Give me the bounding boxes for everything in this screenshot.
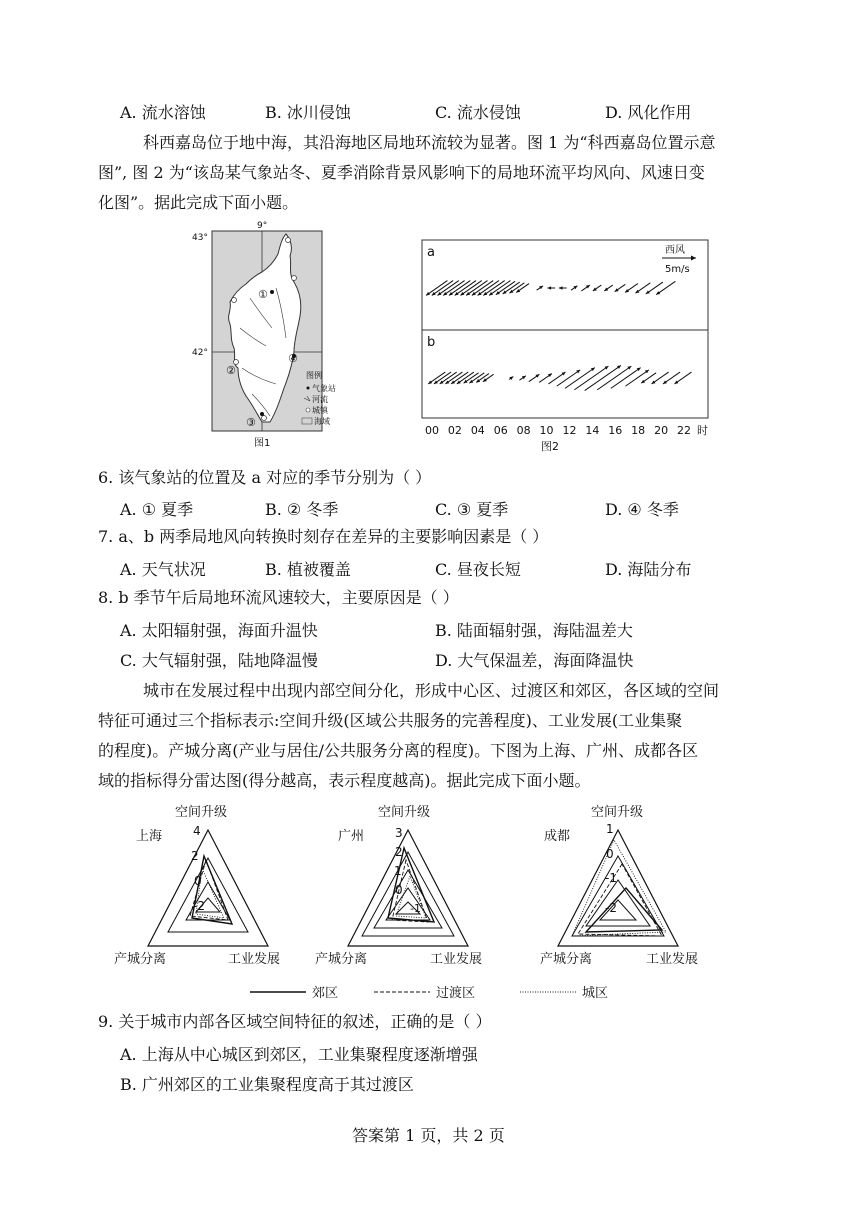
q6-option-a: A. ① 夏季 [120, 500, 194, 519]
radar-charts [110, 800, 730, 1005]
figure-1-caption: 图1 [254, 438, 271, 449]
q7-stem: 7. a、b 两季局地风向转换时刻存在差异的主要影响因素是（ ） [98, 527, 549, 546]
radar-guangzhou [315, 804, 482, 967]
x-tick-9: 18 [631, 424, 646, 437]
radar-chengdu-tick-1: 1 [606, 822, 614, 836]
legend-sea: 海域 [314, 417, 330, 426]
figure-2-caption: 图2 [541, 440, 559, 453]
passage2-line-2: 特征可通过三个指标表示:空间升级(区域公共服务的完善程度)、工业发展(工业集聚 [98, 711, 683, 730]
legend-transition: 过渡区 [436, 986, 476, 1001]
x-tick-labels [425, 423, 708, 437]
legend-title: 图例 [306, 371, 322, 380]
q7-option-a: A. 天气状况 [120, 560, 206, 579]
legend-urban: 城区 [582, 986, 609, 1001]
radar-shanghai-tick-2: 2 [191, 849, 199, 863]
point-2: ② [226, 364, 236, 377]
radar-guangzhou-tick-5: -1 [410, 902, 421, 915]
point-1: ① [258, 288, 268, 301]
panel-a-label: a [427, 245, 435, 260]
legend-suburb: 郊区 [312, 986, 339, 1001]
point-3: ③ [246, 416, 256, 429]
q9-option-a: A. 上海从中心城区到郊区，工业集聚程度逐渐增强 [120, 1045, 478, 1064]
q5-option-d: D. 风化作用 [605, 103, 692, 122]
passage1-line-2: 图”, 图 2 为“该岛某气象站冬、夏季消除背景风影响下的局地环流平均风向、风速日变 [98, 163, 705, 182]
radar-chengdu [540, 804, 698, 967]
radar-guangzhou-tick-2: 2 [395, 845, 403, 859]
q9-option-b: B. 广州郊区的工业集聚程度高于其过渡区 [120, 1075, 414, 1094]
q5-option-a: A. 流水溶蚀 [120, 103, 206, 122]
x-tick-5: 10 [539, 424, 554, 437]
passage2-line-4: 域的指标得分雷达图(得分越高，表示程度越高)。据此完成下面小题。 [98, 771, 591, 790]
panel-b-label: b [427, 335, 436, 350]
radar-chengdu-tick-4: -2 [605, 901, 617, 915]
point-4: ④ [288, 352, 298, 365]
scale-speed: 5m/s [665, 264, 690, 275]
q7-option-c: C. 昼夜长短 [435, 560, 521, 579]
q8-option-a: A. 太阳辐射强，海面升温快 [120, 621, 318, 640]
radar-guangzhou-axis-top: 空间升级 [378, 805, 431, 820]
radar-guangzhou-tick-4: 0 [395, 883, 403, 897]
q8-stem: 8. b 季节午后局地环流风速较大，主要原因是（ ） [98, 588, 459, 607]
radar-guangzhou-axis-right: 工业发展 [430, 952, 483, 967]
scale-label: 西风 [665, 245, 685, 256]
lat-label-43: 43° [192, 233, 208, 243]
x-tick-11: 22 [677, 424, 691, 437]
lat-label-42: 42° [192, 348, 208, 358]
radar-guangzhou-tick-1: 3 [395, 826, 403, 840]
q9-stem: 9. 关于城市内部各区域空间特征的叙述，正确的是（ ） [98, 1012, 492, 1031]
q7-option-d: D. 海陆分布 [605, 560, 692, 579]
radar-shanghai-tick-4: -2 [193, 899, 205, 913]
passage2-line-3: 的程度)。产城分离(产业与居住/公共服务分离的程度)。下图为上海、广州、成都各区 [98, 741, 699, 760]
radar-guangzhou-tick-3: 1 [394, 864, 402, 878]
radar-guangzhou-axis-left: 产城分离 [315, 952, 368, 967]
q5-option-c: C. 流水侵蚀 [435, 103, 521, 122]
legend-station: 气象站 [312, 384, 336, 393]
x-tick-6: 12 [562, 424, 577, 437]
figure-2-wind-chart [415, 238, 715, 460]
radar-shanghai-tick-3: 0 [194, 874, 202, 888]
x-tick-0: 00 [425, 424, 439, 437]
legend-town: 城镇 [312, 406, 328, 415]
radar-shanghai-city: 上海 [136, 829, 163, 844]
x-tick-7: 14 [585, 424, 600, 437]
radar-shanghai-axis-top: 空间升级 [175, 805, 228, 820]
radar-chengdu-tick-3: -1 [605, 871, 617, 885]
page-footer: 答案第 1 页，共 2 页 [352, 1126, 505, 1145]
q5-option-b: B. 冰川侵蚀 [265, 103, 351, 122]
figure-1-map [190, 218, 336, 453]
radar-chengdu-axis-left: 产城分离 [540, 952, 593, 967]
q7-option-b: B. 植被覆盖 [265, 560, 351, 579]
q8-option-d: D. 大气保温差，海面降温快 [435, 651, 634, 670]
radar-chengdu-city: 成都 [544, 829, 571, 844]
radar-shanghai-axis-right: 工业发展 [228, 952, 281, 967]
radar-shanghai [114, 804, 280, 967]
radar-chengdu-axis-top: 空间升级 [591, 805, 644, 820]
passage1-line-1: 科西嘉岛位于地中海，其沿海地区局地环流较为显著。图 1 为“科西嘉岛位置示意 [143, 133, 716, 152]
radar-guangzhou-city: 广州 [338, 829, 365, 844]
radar-shanghai-tick-1: 4 [193, 824, 201, 838]
q6-option-c: C. ③ 夏季 [435, 500, 509, 519]
radar-chengdu-axis-right: 工业发展 [646, 952, 699, 967]
radar-chengdu-tick-2: 0 [606, 847, 614, 861]
radar-shanghai-axis-left: 产城分离 [114, 952, 167, 967]
q8-option-c: C. 大气辐射强，陆地降温慢 [120, 651, 318, 670]
q8-option-b: B. 陆面辐射强，海陆温差大 [435, 621, 633, 640]
q6-stem: 6. 该气象站的位置及 a 对应的季节分别为（ ） [98, 468, 432, 487]
lon-label-9: 9° [257, 221, 268, 231]
passage2-line-1: 城市在发展过程中出现内部空间分化，形成中心区、过渡区和郊区，各区域的空间 [143, 681, 720, 700]
x-tick-8: 16 [608, 424, 623, 437]
x-tick-10: 20 [654, 424, 669, 437]
x-tick-12: 时 [697, 424, 708, 437]
q6-option-b: B. ② 冬季 [265, 500, 339, 519]
x-tick-4: 08 [516, 424, 531, 437]
x-tick-3: 06 [493, 424, 508, 437]
passage1-line-3: 化图”。据此完成下面小题。 [98, 193, 299, 212]
x-tick-2: 04 [470, 424, 485, 437]
x-tick-1: 02 [447, 424, 462, 437]
legend-river: 河流 [312, 395, 328, 404]
q6-option-d: D. ④ 冬季 [605, 500, 679, 519]
